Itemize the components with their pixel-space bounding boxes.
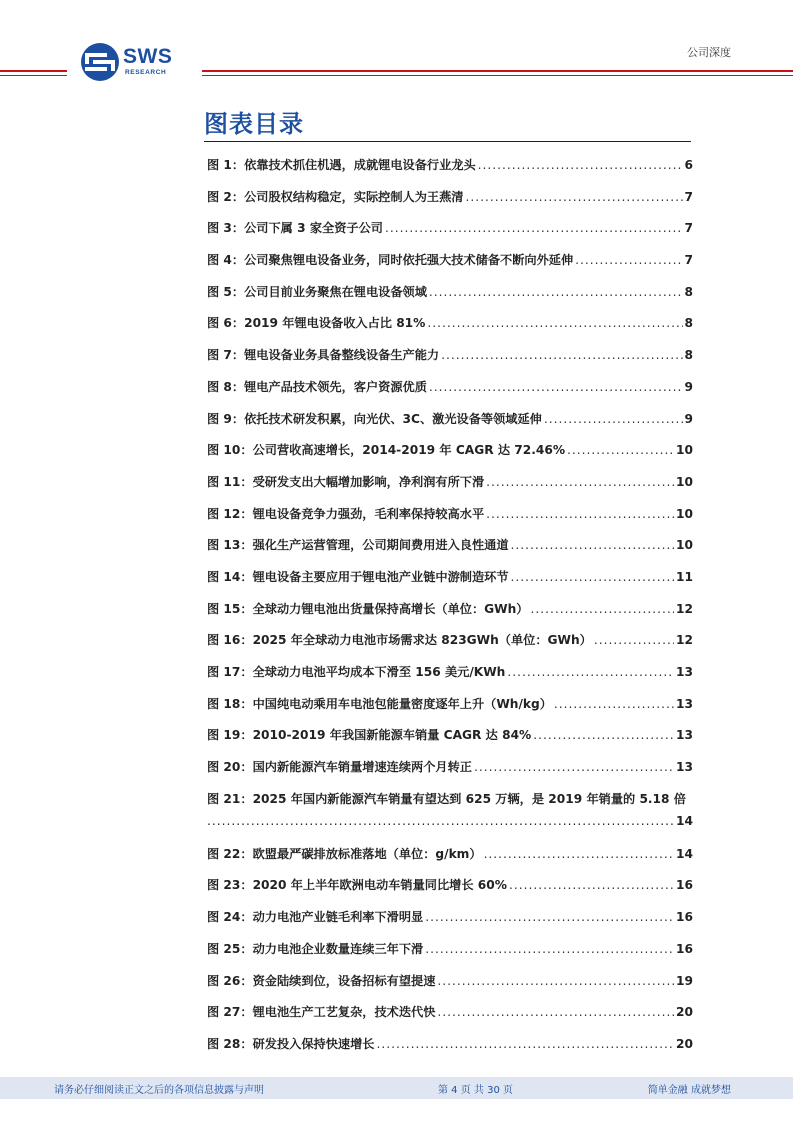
toc-entry-title: 图 16：2025 年全球动力电池市场需求达 823GWh（单位：GWh） <box>207 633 592 648</box>
toc-entry-page: 20 <box>676 1005 693 1020</box>
toc-entry[interactable] <box>207 999 693 1031</box>
toc-entry-leader <box>429 279 683 305</box>
toc-entry[interactable] <box>207 469 693 501</box>
toc-entry-title: 图 19：2010-2019 年我国新能源车销量 CAGR 达 84% <box>207 728 532 743</box>
toc-entry-title: 图 21：2025 年国内新能源汽车销量有望达到 625 万辆，是 2019 年销量的 5.18 倍 <box>207 791 686 806</box>
toc-entry-leader <box>478 152 683 178</box>
header-red-line-right <box>202 70 793 72</box>
toc-entry-page: 14 <box>676 813 693 828</box>
toc-entry-page: 16 <box>676 878 693 893</box>
toc-entry-page: 6 <box>684 158 693 172</box>
toc-entry-title: 图 12：锂电设备竞争力强劲，毛利率保持较高水平 <box>207 506 485 521</box>
toc-entry-page: 10 <box>676 443 693 458</box>
toc-entry[interactable] <box>207 215 693 247</box>
toc-entry-title: 图 25：动力电池企业数量连续三年下滑 <box>207 941 424 956</box>
toc-entry-page: 7 <box>684 189 693 204</box>
toc-entry[interactable] <box>207 936 693 968</box>
toc-entry-page: 8 <box>684 316 693 331</box>
toc-entry-page: 13 <box>676 665 693 679</box>
toc-entry-leader <box>575 247 682 273</box>
toc-entry[interactable] <box>207 1031 693 1063</box>
toc-entry-page: 9 <box>684 411 693 426</box>
toc-entry[interactable] <box>207 184 693 216</box>
toc-entry-title: 图 5：公司目前业务聚焦在锂电设备领域 <box>207 284 427 299</box>
toc-entry-page: 11 <box>676 569 693 584</box>
toc-entry-title: 图 28：研发投入保持快速增长 <box>207 1036 375 1051</box>
toc-entry-leader <box>511 564 675 590</box>
toc-entry-title: 图 15：全球动力锂电池出货量保持高增长（单位：GWh） <box>207 601 529 616</box>
toc-entry-page: 14 <box>676 846 693 861</box>
toc-entry-leader <box>376 1031 674 1057</box>
toc-entry-page: 7 <box>684 253 693 268</box>
toc-entry[interactable] <box>207 501 693 533</box>
toc-entry-leader <box>544 406 683 432</box>
toc-entry-page: 20 <box>676 1036 693 1051</box>
toc-entry[interactable] <box>207 564 693 596</box>
toc-entry-leader <box>385 215 683 241</box>
toc-entry-leader <box>207 812 674 830</box>
toc-entry-title: 图 9：依托技术研发积累，向光伏、3C、激光设备等领域延伸 <box>207 411 542 426</box>
toc-entry[interactable] <box>207 786 693 841</box>
toc-entry-page: 7 <box>684 221 693 236</box>
toc-entry-title: 图 4：公司聚焦锂电设备业务，同时依托强大技术储备不断向外延伸 <box>207 253 574 268</box>
report-type-label: 公司深度 <box>687 46 731 59</box>
toc-entry-leader <box>465 184 682 210</box>
toc-entry-page: 9 <box>684 379 693 394</box>
toc-entry-title: 图 13：强化生产运营管理，公司期间费用进入良性通道 <box>207 538 509 553</box>
toc-entry-leader <box>533 722 674 748</box>
toc-entry-page: 16 <box>676 941 693 956</box>
sws-logo-icon <box>80 42 120 82</box>
toc-entry-title: 图 18：中国纯电动乘用车电池包能量密度逐年上升（Wh/kg） <box>207 696 552 711</box>
sws-logo <box>80 42 190 86</box>
toc-entry-page: 13 <box>676 696 693 711</box>
toc-entry-page: 10 <box>676 506 693 521</box>
toc-entry[interactable] <box>207 310 693 342</box>
toc-entry-page: 12 <box>676 601 693 616</box>
footer-disclaimer: 请务必仔细阅读正文之后的各项信息披露与声明 <box>54 1085 264 1096</box>
toc-entry[interactable] <box>207 374 693 406</box>
toc-entry-leader <box>567 437 674 463</box>
table-of-figures <box>207 152 693 1063</box>
toc-entry-leader <box>425 936 674 962</box>
toc-entry[interactable] <box>207 904 693 936</box>
toc-entry-title: 图 26：资金陆续到位，设备招标有望提速 <box>207 973 436 988</box>
footer-page-number: 第 4 页 共 30 页 <box>438 1085 513 1096</box>
toc-entry-leader <box>429 374 683 400</box>
toc-entry-title: 图 23：2020 年上半年欧洲电动车销量同比增长 60% <box>207 878 507 893</box>
toc-entry-title: 图 22：欧盟最严碳排放标准落地（单位：g/km） <box>207 846 482 861</box>
toc-entry-title: 图 3：公司下属 3 家全资子公司 <box>207 221 383 236</box>
toc-entry[interactable] <box>207 247 693 279</box>
toc-entry-page: 16 <box>676 910 693 925</box>
toc-entry[interactable] <box>207 659 693 691</box>
header-red-line-left <box>0 70 67 72</box>
toc-entry-leader <box>594 627 674 653</box>
toc-entry-leader <box>427 310 682 336</box>
toc-entry-leader <box>509 872 674 898</box>
logo-text: SWS <box>123 45 173 68</box>
page-title: 图表目录 <box>204 110 304 138</box>
toc-entry-page: 8 <box>684 284 693 299</box>
toc-entry-leader <box>507 659 674 685</box>
toc-entry[interactable] <box>207 968 693 1000</box>
toc-entry-title: 图 27：锂电池生产工艺复杂，技术迭代快 <box>207 1005 436 1020</box>
toc-entry-leader <box>441 342 682 368</box>
toc-entry-title: 图 6：2019 年锂电设备收入占比 81% <box>207 316 426 331</box>
toc-entry[interactable] <box>207 872 693 904</box>
toc-entry-title: 图 8：锂电产品技术领先，客户资源优质 <box>207 379 427 394</box>
toc-entry[interactable] <box>207 406 693 438</box>
header-red-line-left-thin <box>0 75 67 76</box>
toc-entry-title: 图 2：公司股权结构稳定，实际控制人为王燕清 <box>207 189 464 204</box>
toc-entry-leader <box>425 904 674 930</box>
toc-entry-title: 图 1：依靠技术抓住机遇，成就锂电设备行业龙头 <box>207 158 476 172</box>
toc-entry-title: 图 14：锂电设备主要应用于锂电池产业链中游制造环节 <box>207 569 509 584</box>
toc-entry-leader <box>530 596 674 622</box>
toc-entry[interactable] <box>207 841 693 873</box>
toc-entry-title: 图 10：公司营收高速增长，2014-2019 年 CAGR 达 72.46% <box>207 443 566 458</box>
toc-entry[interactable] <box>207 691 693 723</box>
toc-entry-page: 10 <box>676 538 693 553</box>
toc-entry-leader <box>554 691 674 717</box>
toc-entry-page: 19 <box>676 973 693 988</box>
toc-entry-page: 13 <box>676 728 693 743</box>
toc-entry[interactable] <box>207 279 693 311</box>
toc-entry-title: 图 7：锂电设备业务具备整线设备生产能力 <box>207 348 440 363</box>
toc-entry-page: 12 <box>676 633 693 648</box>
toc-entry[interactable] <box>207 754 693 786</box>
toc-entry-title: 图 17：全球动力电池平均成本下滑至 156 美元/KWh <box>207 665 506 679</box>
toc-entry-page: 8 <box>684 348 693 363</box>
toc-entry-title: 图 24：动力电池产业链毛利率下滑明显 <box>207 910 424 925</box>
header-red-line-right-thin <box>202 75 793 76</box>
title-divider <box>204 141 691 142</box>
toc-entry[interactable] <box>207 532 693 564</box>
toc-entry-title: 图 11：受研发支出大幅增加影响，净利润有所下滑 <box>207 474 485 489</box>
toc-entry-leader <box>474 754 674 780</box>
toc-entry-leader <box>486 501 674 527</box>
toc-entry-page: 13 <box>676 760 693 775</box>
toc-entry-leader <box>511 532 675 558</box>
footer-slogan: 简单金融 成就梦想 <box>647 1085 731 1096</box>
toc-entry[interactable] <box>207 627 693 659</box>
toc-entry[interactable] <box>207 152 693 184</box>
toc-entry[interactable] <box>207 342 693 374</box>
toc-entry-leader <box>437 999 674 1025</box>
toc-entry-leader <box>486 469 674 495</box>
toc-entry[interactable] <box>207 596 693 628</box>
toc-entry-title: 图 20：国内新能源汽车销量增速连续两个月转正 <box>207 760 472 775</box>
toc-entry[interactable] <box>207 437 693 469</box>
page-footer <box>0 1077 793 1099</box>
toc-entry-page: 10 <box>676 474 693 489</box>
toc-entry-leader <box>484 841 674 867</box>
page-header <box>0 0 793 90</box>
toc-entry[interactable] <box>207 722 693 754</box>
logo-subtext: RESEARCH <box>125 69 167 76</box>
toc-entry-leader <box>437 968 674 994</box>
